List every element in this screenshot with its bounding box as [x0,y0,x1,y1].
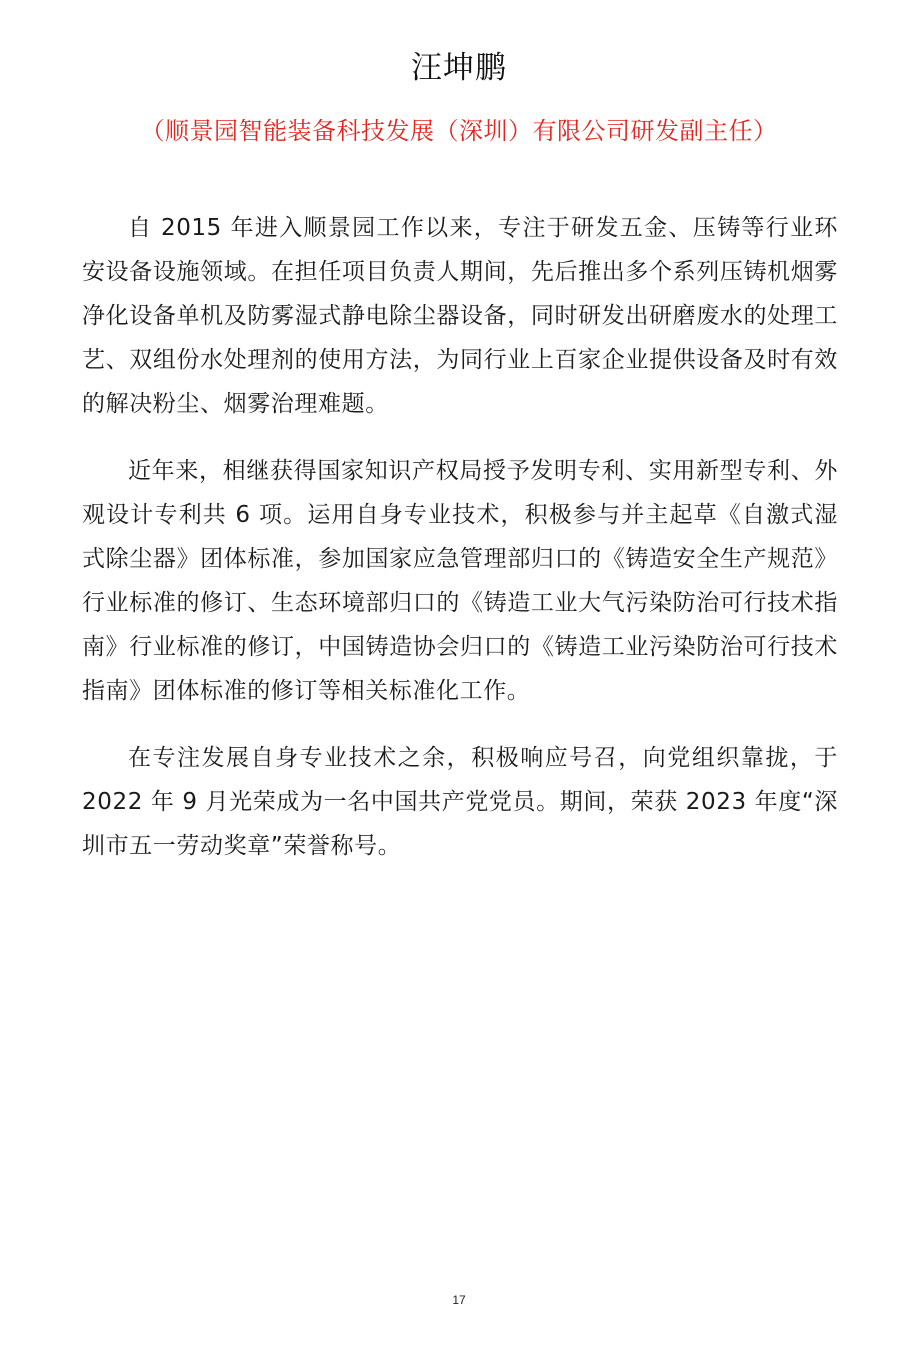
paragraph-career: 自 2015 年进入顺景园工作以来，专注于研发五金、压铸等行业环安设备设施领域。在担任项目负责人期间，先后推出多个系列压铸机烟雾净化设备单机及防雾湿式静电除尘器设备，同时研发出研磨废水的处理工艺、双组份水处理剂的使用方法，为同行业上百家企业提供设备及时有效的解决粉尘、烟雾治理难题。 [82,215,838,417]
page-title: 汪坤鹏 [411,50,507,86]
page-subtitle: （顺景园智能装备科技发展（深圳）有限公司研发副主任） [140,117,778,145]
paragraph-achievements: 近年来，相继获得国家知识产权局授予发明专利、实用新型专利、外观设计专利共 6 项。运用自身专业技术，积极参与并主起草《自激式湿式除尘器》团体标准，参加国家应急管理部归口的《铸造安全生产规范》行业标准的修订、生态环境部归口的《铸造工业大气污染防治可行技术指南》行业标准的修订，中国铸造协会归口的《铸造工业污染防治可行技术指南》团体标准的修订等相关标准化工作。 [82,458,838,704]
page-number: 17 [452,1293,466,1307]
document-body [82,206,838,891]
paragraph-honors: 在专注发展自身专业技术之余，积极响应号召，向党组织靠拢，于 2022 年 9 月光荣成为一名中国共产党党员。期间，荣获 2023 年度“深圳市五一劳动奖章”荣誉称号。 [82,745,838,859]
